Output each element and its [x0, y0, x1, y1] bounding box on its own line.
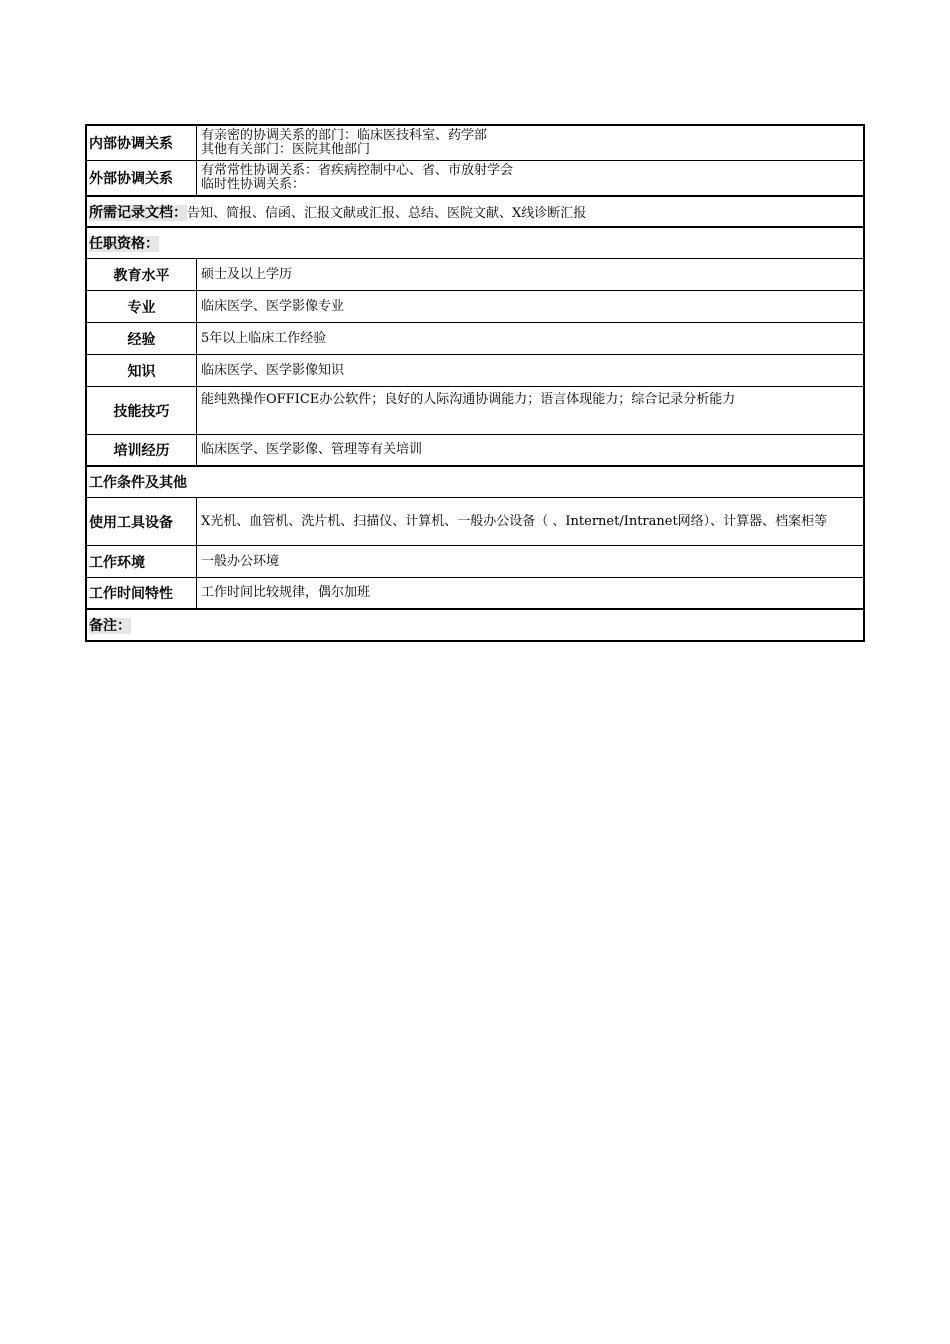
records-value: 告知、简报、信函、汇报文献或汇报、总结、医院文献、X线诊断汇报	[187, 206, 587, 221]
skills-value: 能纯熟操作OFFICE办公软件；良好的人际沟通协调能力；语言体现能力；综合记录分析能力	[201, 392, 736, 407]
major-row	[87, 291, 863, 323]
internal-coordination-label: 内部协调关系	[87, 126, 197, 160]
education-value: 硕士及以上学历	[201, 266, 293, 282]
training-value: 临床医学、医学影像、管理等有关培训	[201, 442, 423, 457]
conditions-heading: 工作条件及其他	[89, 475, 187, 491]
external-coordination-row	[87, 161, 863, 197]
records-row	[87, 197, 863, 228]
major-value: 临床医学、医学影像专业	[201, 298, 345, 314]
knowledge-value: 临床医学、医学影像知识	[201, 362, 345, 378]
remarks-label: 备注	[89, 618, 117, 634]
qualifications-heading-row	[87, 228, 863, 259]
records-cell	[87, 197, 863, 226]
major-label: 专业	[87, 291, 197, 322]
education-label: 教育水平	[87, 259, 197, 290]
tools-row	[87, 498, 863, 546]
external-coordination-label: 外部协调关系	[87, 161, 197, 195]
education-row	[87, 259, 863, 291]
work-hours-label: 工作时间特性	[87, 578, 197, 608]
environment-value: 一般办公环境	[201, 553, 280, 569]
external-coordination-line1: 有常常性协调关系：省疾病控制中心、省、市放射学会	[201, 163, 514, 178]
records-label: 所需记录文档	[89, 204, 173, 221]
training-row	[87, 435, 863, 467]
records-colon: ：	[173, 204, 187, 221]
tools-value: X光机、血管机、洗片机、扫描仪、计算机、一般办公设备（ 、Internet/Intranet网络）、计算器、档案柜等	[201, 513, 828, 529]
work-hours-value: 工作时间比较规律，偶尔加班	[201, 585, 371, 600]
job-description-table	[85, 124, 865, 642]
environment-label: 工作环境	[87, 546, 197, 577]
internal-coordination-value	[197, 126, 863, 160]
skills-row	[87, 387, 863, 435]
external-coordination-value	[197, 161, 863, 195]
experience-value: 5年以上临床工作经验	[201, 330, 327, 346]
work-hours-row	[87, 578, 863, 610]
knowledge-row	[87, 355, 863, 387]
qualifications-colon: ：	[145, 236, 159, 252]
training-label: 培训经历	[87, 435, 197, 465]
experience-row	[87, 323, 863, 355]
external-coordination-line2: 临时性协调关系：	[201, 177, 306, 192]
experience-label: 经验	[87, 323, 197, 354]
remarks-colon: ：	[117, 618, 131, 634]
internal-coordination-line2: 其他有关部门：医院其他部门	[201, 142, 371, 157]
tools-label: 使用工具设备	[87, 498, 197, 545]
knowledge-label: 知识	[87, 355, 197, 386]
environment-row	[87, 546, 863, 578]
qualifications-heading: 任职资格	[89, 236, 145, 252]
skills-label: 技能技巧	[87, 387, 197, 434]
internal-coordination-row	[87, 126, 863, 161]
conditions-heading-row	[87, 467, 863, 498]
remarks-row	[87, 610, 863, 640]
internal-coordination-line1: 有亲密的协调关系的部门：临床医技科室、药学部	[201, 128, 488, 143]
